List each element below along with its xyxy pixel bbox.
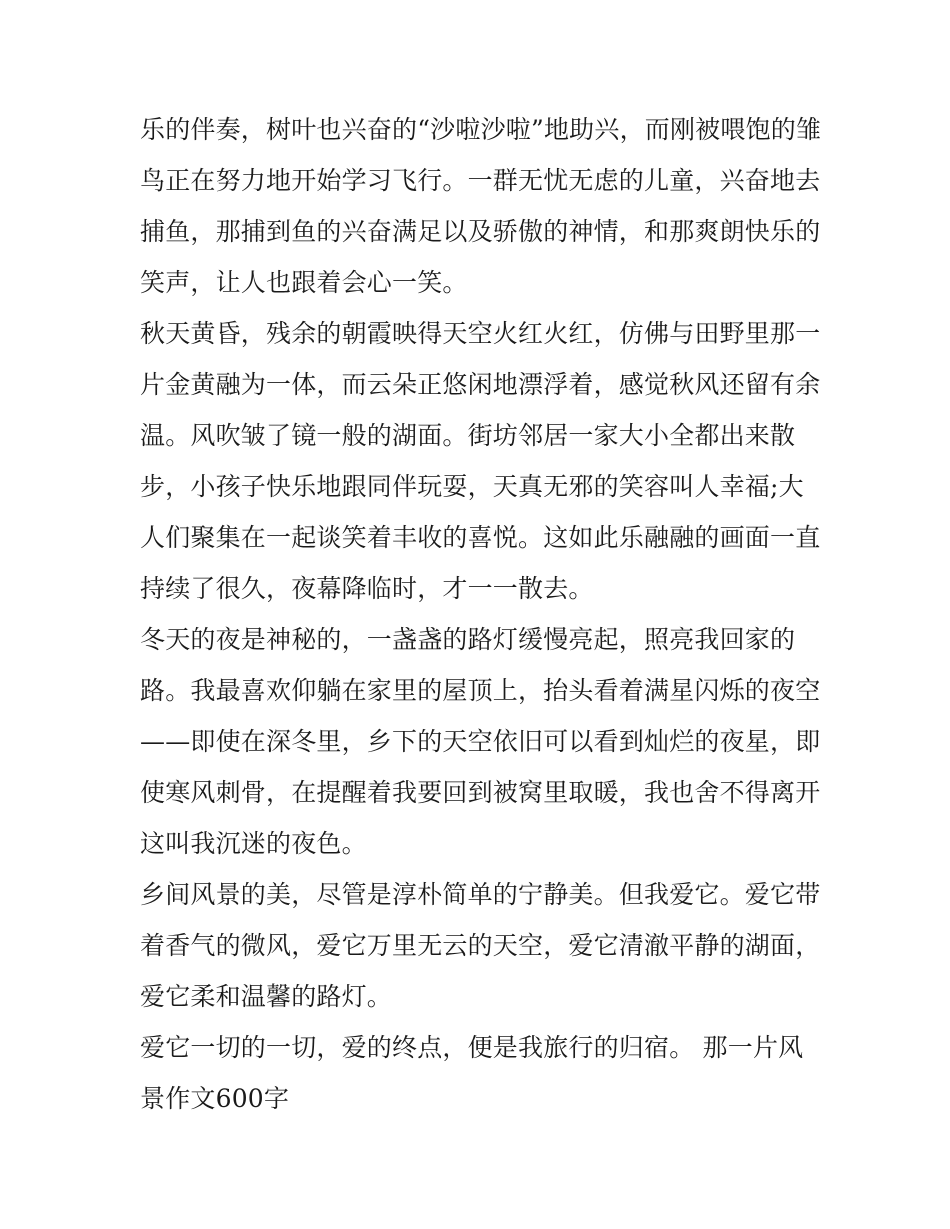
paragraph-conclusion	[140, 1022, 820, 1124]
text-line: 乐的伴奏，树叶也兴奋的“沙啦沙啦”地助兴，而刚被喂饱的雏	[140, 115, 822, 144]
text-line: 使寒风刺骨，在提醒着我要回到被窝里取暖，我也舍不得离开	[140, 778, 821, 807]
paragraph-summer-scene	[140, 104, 820, 308]
text-line: 捕鱼，那捕到鱼的兴奋满足以及骄傲的神情，和那爽朗快乐的	[140, 217, 821, 246]
text-line: 景作文600字	[140, 1084, 290, 1113]
paragraph-countryside-beauty	[140, 869, 820, 1022]
text-line: 这叫我沉迷的夜色。	[140, 829, 367, 858]
text-line: 路。我最喜欢仰躺在家里的屋顶上，抬头看着满星闪烁的夜空	[140, 676, 821, 705]
text-line: 笑声，让人也跟着会心一笑。	[140, 268, 468, 297]
text-line: 步，小孩子快乐地跟同伴玩耍，天真无邪的笑容叫人幸福;大	[140, 472, 804, 501]
document-body	[140, 104, 820, 1124]
paragraph-autumn-scene	[140, 308, 820, 614]
text-line: 人们聚集在一起谈笑着丰收的喜悦。这如此乐融融的画面一直	[140, 523, 821, 552]
text-line: 冬天的夜是神秘的，一盏盏的路灯缓慢亮起，照亮我回家的	[140, 625, 796, 654]
text-line: 爱它一切的一切，爱的终点，便是我旅行的归宿。 那一片风	[140, 1033, 804, 1062]
text-line: 鸟正在努力地开始学习飞行。一群无忧无虑的儿童，兴奋地去	[140, 166, 821, 195]
text-line: 着香气的微风，爱它万里无云的天空，爱它清澈平静的湖面，	[140, 931, 821, 960]
text-line: 爱它柔和温馨的路灯。	[140, 982, 393, 1011]
text-line: 秋天黄昏，残余的朝霞映得天空火红火红，仿佛与田野里那一	[140, 319, 821, 348]
text-line: ——即使在深冬里，乡下的天空依旧可以看到灿烂的夜星，即	[140, 727, 821, 756]
text-line: 片金黄融为一体，而云朵正悠闲地漂浮着，感觉秋风还留有余	[140, 370, 821, 399]
text-line: 乡间风景的美，尽管是淳朴简单的宁静美。但我爱它。爱它带	[140, 880, 821, 909]
text-line: 温。风吹皱了镜一般的湖面。街坊邻居一家大小全都出来散	[140, 421, 796, 450]
text-line: 持续了很久，夜幕降临时，才一一散去。	[140, 574, 594, 603]
paragraph-winter-scene	[140, 614, 820, 869]
